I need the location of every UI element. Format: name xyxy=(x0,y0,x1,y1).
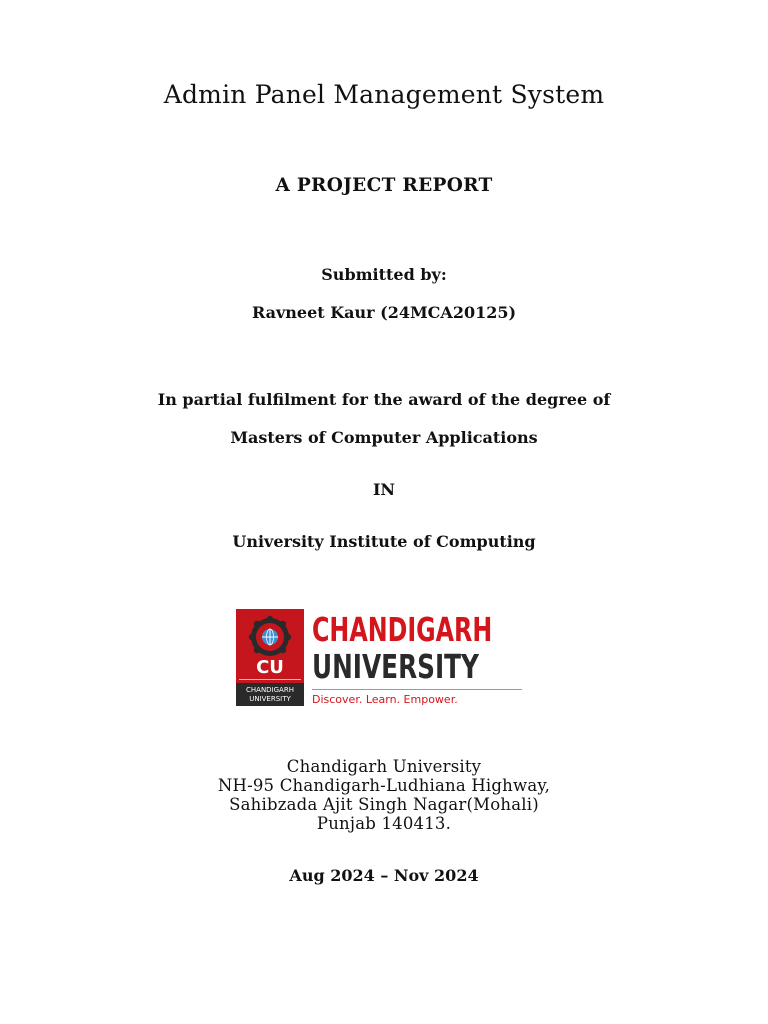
logo-tagline: Discover. Learn. Empower. xyxy=(312,693,458,706)
logo-emblem-icon xyxy=(236,609,304,706)
university-address xyxy=(0,757,768,833)
logo-name-line2: UNIVERSITY xyxy=(312,647,479,686)
submitted-label: Submitted by: xyxy=(321,265,447,284)
report-type: A PROJECT REPORT xyxy=(275,175,493,196)
logo-badge-caption-2: UNIVERSITY xyxy=(249,695,291,703)
address-line3: Sahibzada Ajit Singh Nagar(Mohali) xyxy=(229,795,539,814)
logo-badge-text: CU xyxy=(256,657,284,678)
in-label: IN xyxy=(372,480,396,499)
logo-badge-caption-1: CHANDIGARH xyxy=(246,686,294,694)
logo-badge xyxy=(236,609,304,706)
university-logo xyxy=(236,609,526,707)
address-line2: NH-95 Chandigarh-Ludhiana Highway, xyxy=(217,776,551,795)
address-line1: Chandigarh University xyxy=(286,757,482,776)
degree-name: Masters of Computer Applications xyxy=(230,428,538,447)
logo-name-line1: CHANDIGARH xyxy=(312,610,493,649)
fulfilment-statement: In partial fulfilment for the award of the degree of xyxy=(157,390,611,409)
logo-divider xyxy=(312,689,522,690)
address-line4: Punjab 140413. xyxy=(316,814,452,833)
project-period: Aug 2024 – Nov 2024 xyxy=(289,866,479,885)
document-title: Admin Panel Management System xyxy=(163,80,605,109)
institute-name: University Institute of Computing xyxy=(232,532,536,551)
author-name: Ravneet Kaur (24MCA20125) xyxy=(251,303,517,322)
